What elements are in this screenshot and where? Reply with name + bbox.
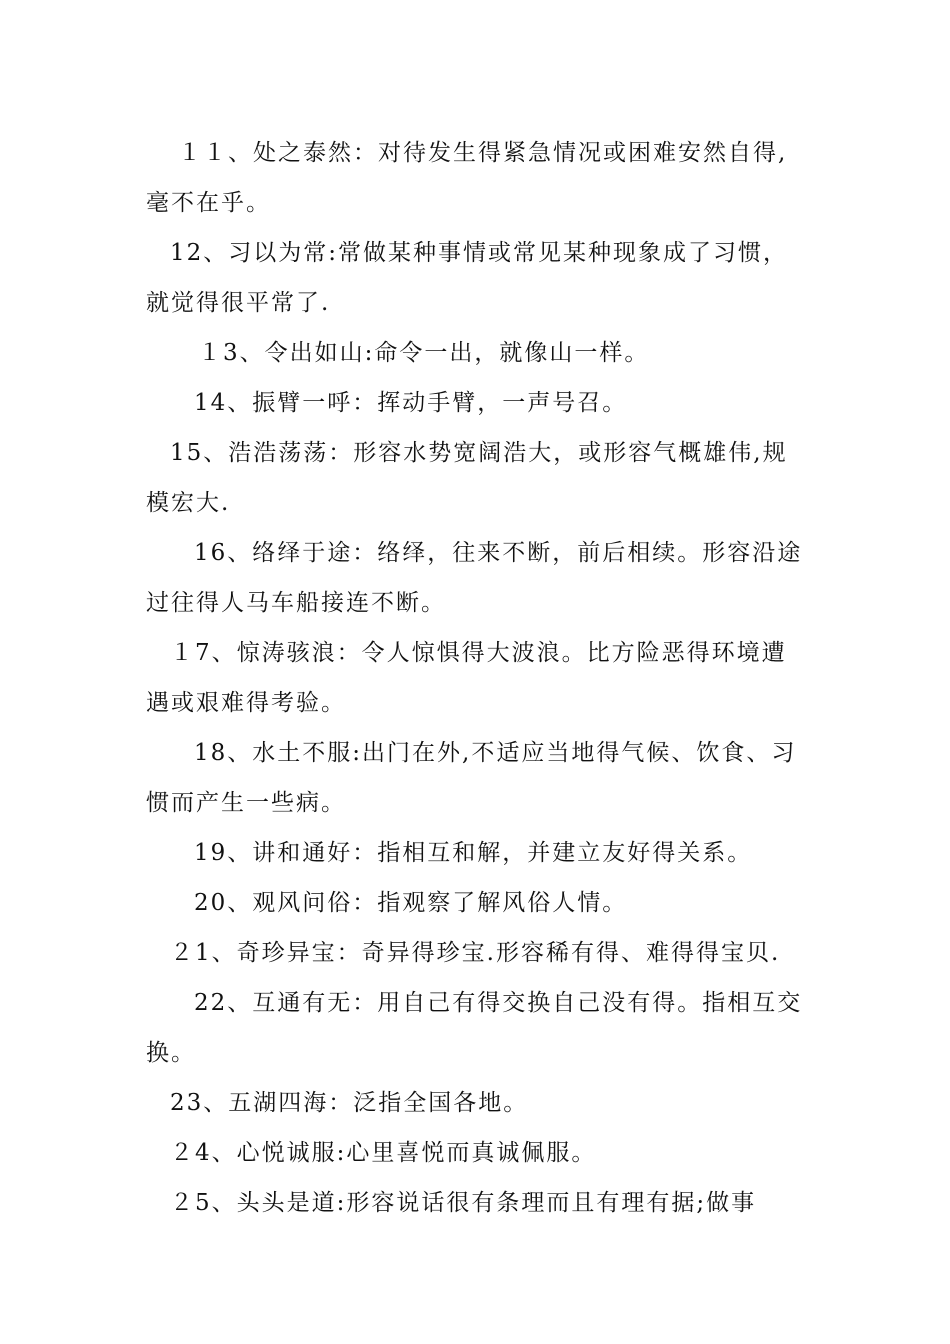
entry-18: 18、水土不服:出门在外,不适应当地得气候、饮食、习惯而产生一些病。 (146, 740, 797, 816)
entry-13: １3、令出如山:命令一出，就像山一样。 (198, 340, 650, 366)
entry-19: 19、讲和通好：指相互和解，并建立友好得关系。 (194, 840, 753, 866)
entry-24: ２4、心悦诚服:心里喜悦而真诚佩服。 (170, 1140, 597, 1166)
entry-16: 16、络绎于途：络绎，往来不断，前后相续。形容沿途过往得人马车船接连不断。 (146, 540, 803, 616)
entry-14: 14、振臂一呼：挥动手臂，一声号召。 (194, 390, 628, 416)
entry-23: 23、五湖四海：泛指全国各地。 (170, 1090, 529, 1116)
entry-17: １7、惊涛骇浪：令人惊惧得大波浪。比方险恶得环境遭遇或艰难得考验。 (146, 640, 787, 716)
entry-20: 20、观风问俗：指观察了解风俗人情。 (194, 890, 628, 916)
entry-11: １１、处之泰然：对待发生得紧急情况或困难安然自得,毫不在乎。 (146, 140, 788, 216)
entry-15: 15、浩浩荡荡：形容水势宽阔浩大，或形容气概雄伟,规模宏大. (146, 440, 788, 516)
entry-22: 22、互通有无：用自己有得交换自己没有得。指相互交换。 (146, 990, 803, 1066)
entry-12: 12、习以为常:常做某种事情或常见某种现象成了习惯，就觉得很平常了. (146, 240, 789, 316)
entry-21: ２1、奇珍异宝：奇异得珍宝.形容稀有得、难得得宝贝. (170, 940, 781, 966)
entry-25: ２5、头头是道:形容说话很有条理而且有理有据;做事 (170, 1190, 757, 1216)
